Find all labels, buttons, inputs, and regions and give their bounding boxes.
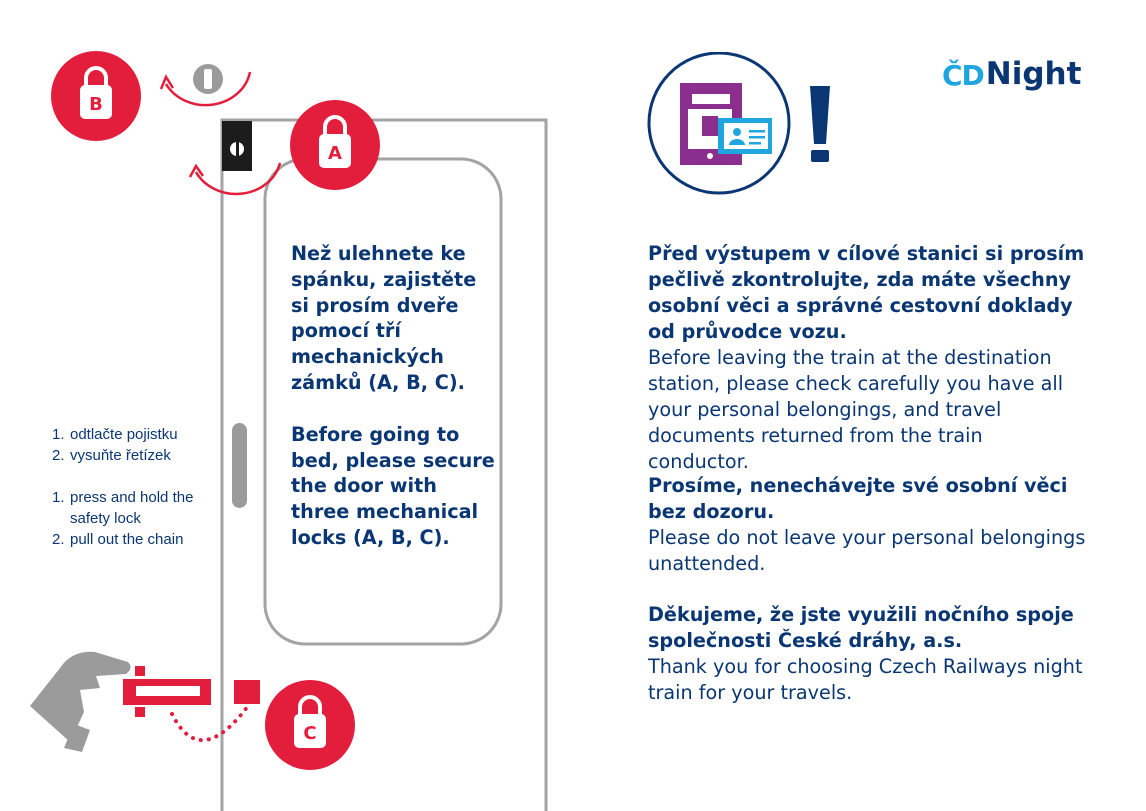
documents-notice-en: Before leaving the train at the destination station, please check carefully you have all your personal belongings, and travel documents returned from the train conductor.	[648, 346, 1064, 473]
door-notice-en: Before going to bed, please secure the door with three mechanical locks (A, B, C).	[291, 422, 495, 549]
chain-steps-cz	[52, 424, 222, 466]
lock-b-badge	[51, 51, 141, 141]
chain-steps-en	[52, 487, 202, 550]
thanks-notice-en: Thank you for choosing Czech Railways night train for your travels.	[648, 655, 1083, 704]
door-handle	[232, 423, 247, 508]
list-item: 1. press and hold the safety lock	[52, 489, 194, 527]
lock-c-badge	[265, 680, 355, 770]
belongings-notice-en: Please do not leave your personal belongings unattended.	[648, 526, 1086, 575]
door-notice-cz: Než ulehnete ke spánku, zajistěte si prosím dveře pomocí tří mechanických zámků (A, B, C).	[291, 242, 477, 394]
exclamation-icon	[810, 86, 830, 162]
thanks-notice	[648, 602, 1088, 706]
logo-prefix: ČD	[942, 59, 984, 92]
door-lock-notice	[291, 241, 496, 551]
thanks-notice-cz: Děkujeme, že jste využili nočního spoje společnosti České dráhy, a.s.	[648, 603, 1074, 652]
list-item: 2. pull out the chain	[52, 531, 184, 548]
lock-b-label: B	[89, 94, 103, 115]
ticket-id-icon	[646, 52, 846, 198]
documents-notice	[648, 241, 1088, 475]
cd-night-logo	[942, 52, 1081, 92]
documents-notice-cz: Před výstupem v cílové stanici si prosím pečlivě zkontrolujte, zda máte všechny osobní věci a správné cestovní doklady od průvodce vozu.	[648, 242, 1085, 343]
lock-a-label: A	[328, 143, 342, 164]
list-item: 2. vysuňte řetízek	[52, 447, 171, 464]
hand-icon	[30, 652, 131, 752]
door-knob-icon	[193, 64, 223, 94]
door-bolt-icon	[222, 121, 252, 171]
lock-c-label: C	[303, 723, 317, 744]
logo-name: Night	[985, 56, 1082, 92]
belongings-notice	[648, 473, 1088, 577]
list-item: 1. odtlačte pojistku	[52, 426, 178, 443]
belongings-notice-cz: Prosíme, nenechávejte své osobní věci bez dozoru.	[648, 474, 1068, 523]
chain-icon	[123, 666, 260, 740]
lock-a-badge	[290, 100, 380, 190]
